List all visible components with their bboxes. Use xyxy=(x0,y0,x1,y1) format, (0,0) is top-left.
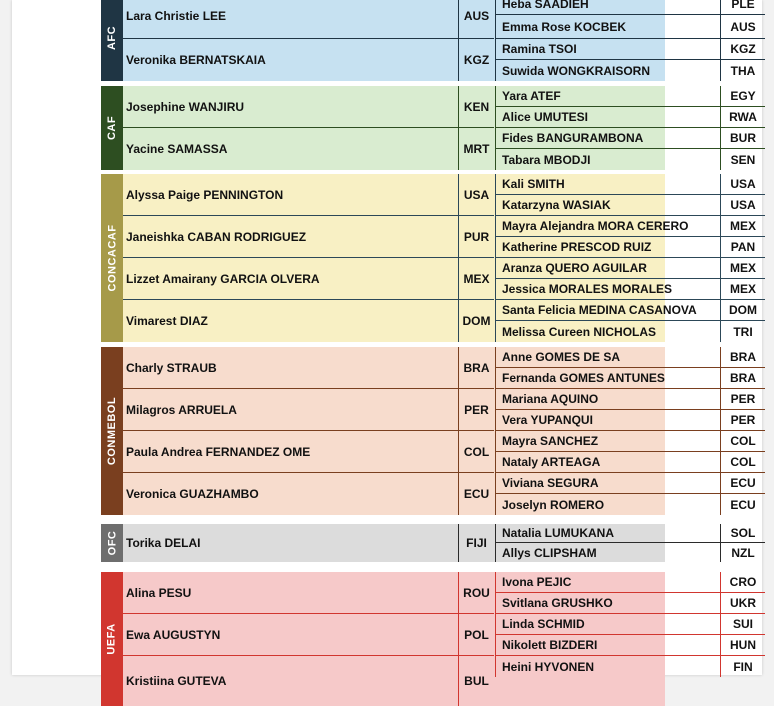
assistant-name: Anne GOMES DE SA xyxy=(495,347,720,368)
referee-name: Janeishka CABAN RODRIGUEZ xyxy=(123,216,458,258)
assistant-name: Svitlana GRUSHKO xyxy=(495,593,720,614)
assistant-country: USA xyxy=(720,174,765,195)
referee-name: Torika DELAI xyxy=(126,536,201,550)
confederation-band xyxy=(101,86,123,170)
assistant-name: Linda SCHMID xyxy=(495,614,720,635)
assistant-country: PLE xyxy=(720,0,765,15)
assistant-country: ECU xyxy=(720,494,765,515)
referee-country: MEX xyxy=(458,258,494,300)
referee-name: Lara Christie LEE xyxy=(123,0,458,39)
assistant-country: SEN xyxy=(720,149,765,170)
confederation-band xyxy=(101,572,123,706)
assistant-country: USA xyxy=(720,195,765,216)
assistant-name: Yara ATEF xyxy=(495,86,720,107)
referee-country: ECU xyxy=(458,473,494,515)
assistant-name: Jessica MORALES MORALES xyxy=(495,279,720,300)
referee-country: KEN xyxy=(458,86,494,128)
assistant-name: Fides BANGURAMBONA xyxy=(495,128,720,149)
referee-country: PER xyxy=(458,389,494,431)
confederation-block xyxy=(101,524,756,562)
assistant-country: COL xyxy=(720,452,765,473)
assistant-country: MEX xyxy=(720,216,765,237)
confederation-label: CONMEBOL xyxy=(106,396,119,466)
referee-name: Josephine WANJIRU xyxy=(123,86,458,128)
assistant-country: SUI xyxy=(720,614,765,635)
confederation-band xyxy=(101,347,123,515)
assistant-country: NZL xyxy=(720,543,765,562)
referee-name: Charly STRAUB xyxy=(123,347,458,389)
assistant-name: Kali SMITH xyxy=(495,174,720,195)
referee-name: Veronika BERNATSKAIA xyxy=(126,53,266,67)
confederation-band xyxy=(101,0,123,81)
referee-country: USA xyxy=(458,174,494,216)
assistant-country: CRO xyxy=(720,572,765,593)
assistant-name: Heini HYVONEN xyxy=(495,656,720,677)
assistant-country: COL xyxy=(720,431,765,452)
confederation-block xyxy=(101,572,757,706)
referee-name: Paula Andrea FERNANDEZ OME xyxy=(123,431,458,473)
assistant-country: AUS xyxy=(720,15,765,39)
referee-country: PUR xyxy=(458,216,494,258)
assistant-country: KGZ xyxy=(720,39,765,60)
assistant-country: THA xyxy=(720,60,765,81)
assistant-name: Tabara MBODJI xyxy=(495,149,720,170)
referee-country: DOM xyxy=(458,300,494,342)
assistant-name: Mayra Alejandra MORA CERERO xyxy=(495,216,720,237)
confederation-label: CONCACAF xyxy=(106,224,119,292)
assistant-name: Mariana AQUINO xyxy=(495,389,720,410)
referee-country: MRT xyxy=(458,128,494,170)
assistant-country: BUR xyxy=(720,128,765,149)
assistant-country: FIN xyxy=(720,656,765,677)
referee-country: AUS xyxy=(458,0,494,39)
assistant-name: Nikolett BIZDERI xyxy=(495,635,720,656)
referee-name: Alina PESU xyxy=(123,572,458,614)
referee-country: BRA xyxy=(458,347,494,389)
referee-country: BUL xyxy=(458,656,494,706)
assistant-country: TRI xyxy=(720,321,765,342)
confederation-label: OFC xyxy=(106,530,119,556)
assistant-country: MEX xyxy=(720,279,765,300)
confederation-label: UEFA xyxy=(106,623,118,655)
assistant-country: PER xyxy=(720,389,765,410)
referee-country: KGZ xyxy=(458,39,494,81)
assistant-name: Nataly ARTEAGA xyxy=(495,452,720,473)
confederation-label: CAF xyxy=(106,115,119,141)
assistant-name: Santa Felicia MEDINA CASANOVA xyxy=(495,300,720,321)
assistant-country: MEX xyxy=(720,258,765,279)
confederation-band xyxy=(101,174,123,342)
assistant-name: Katarzyna WASIAK xyxy=(495,195,720,216)
assistant-country: PAN xyxy=(720,237,765,258)
assistant-name: Fernanda GOMES ANTUNES xyxy=(495,368,720,389)
referee-country: COL xyxy=(458,431,494,473)
assistant-country: RWA xyxy=(720,107,765,128)
confederation-block xyxy=(101,0,756,81)
referee-name: Milagros ARRUELA xyxy=(123,389,458,431)
referee-name: Kristiina GUTEVA xyxy=(126,674,227,688)
assistant-name: Alice UMUTESI xyxy=(495,107,720,128)
assistant-name: Ivona PEJIC xyxy=(495,572,720,593)
assistant-name: Melissa Cureen NICHOLAS xyxy=(495,321,720,342)
assistant-country: BRA xyxy=(720,347,765,368)
assistant-name: Ramina TSOI xyxy=(495,39,720,60)
assistant-country: ECU xyxy=(720,473,765,494)
assistant-country: DOM xyxy=(720,300,765,321)
assistant-country: HUN xyxy=(720,635,765,656)
assistant-name: Suwida WONGKRAISORN xyxy=(495,60,720,81)
assistant-name: Heba SAADIEH xyxy=(495,0,720,15)
assistant-country: BRA xyxy=(720,368,765,389)
assistant-name: Katherine PRESCOD RUIZ xyxy=(495,237,720,258)
assistant-country: EGY xyxy=(720,86,765,107)
assistant-country: UKR xyxy=(720,593,765,614)
referee-country: POL xyxy=(458,614,494,656)
assistant-country: PER xyxy=(720,410,765,431)
assistant-name: Joselyn ROMERO xyxy=(495,494,720,515)
referee-country: ROU xyxy=(458,572,494,614)
assistant-country: SOL xyxy=(720,524,765,543)
assistant-name: Viviana SEGURA xyxy=(495,473,720,494)
confederation-block xyxy=(101,347,756,515)
referee-name: Yacine SAMASSA xyxy=(126,142,228,156)
referee-name: Lizzet Amairany GARCIA OLVERA xyxy=(123,258,458,300)
confederation-label: AFC xyxy=(106,25,119,50)
assistant-name: Vera YUPANQUI xyxy=(495,410,720,431)
confederation-block xyxy=(101,86,757,170)
confederation-band xyxy=(101,524,123,562)
referee-name: Veronica GUAZHAMBO xyxy=(126,487,259,501)
referee-name: Ewa AUGUSTYN xyxy=(123,614,458,656)
referee-country: FIJI xyxy=(458,524,494,562)
assistant-name: Emma Rose KOCBEK xyxy=(495,15,720,39)
assistant-name: Aranza QUERO AGUILAR xyxy=(495,258,720,279)
assistant-name: Mayra SANCHEZ xyxy=(495,431,720,452)
assistant-name: Allys CLIPSHAM xyxy=(495,543,720,562)
referee-name: Alyssa Paige PENNINGTON xyxy=(123,174,458,216)
referee-name: Vimarest DIAZ xyxy=(126,314,208,328)
confederation-block xyxy=(101,174,757,342)
assistant-name: Natalia LUMUKANA xyxy=(495,524,720,543)
